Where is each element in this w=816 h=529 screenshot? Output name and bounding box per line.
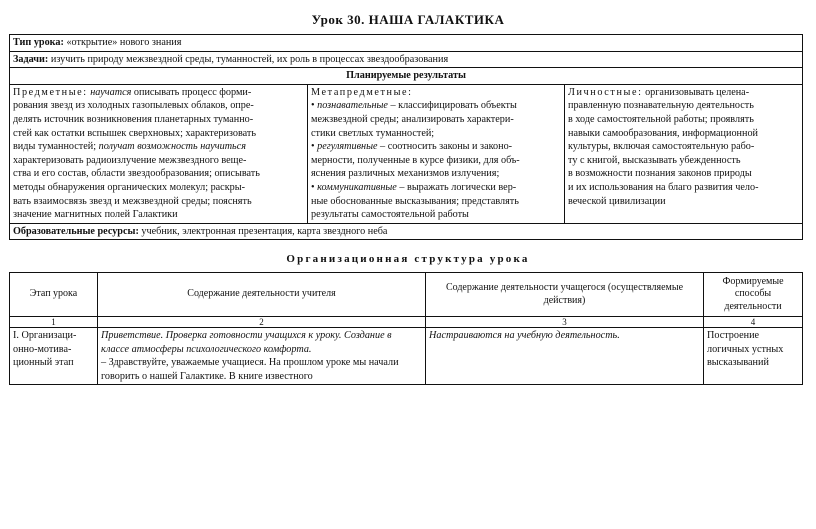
teacher-activity-italic: Приветствие. Проверка готовности учащихся к уроку. Создание в классе атмосферы психологического комфорта.	[101, 330, 392, 355]
result-line: в ходе самостоятельной работы; проявлять	[568, 113, 754, 125]
result-line: ные обоснованные высказывания; представлять	[311, 195, 519, 207]
teacher-cell	[98, 328, 426, 385]
column-number: 2	[98, 317, 426, 328]
results-row	[10, 84, 803, 223]
result-line: навыки самообразования, информационной	[568, 127, 759, 139]
table-row	[10, 328, 803, 385]
result-line: результаты самостоятельной работы	[311, 209, 469, 221]
result-line: яснения различных механизмов излучения;	[311, 168, 500, 180]
result-line: научатся описывать процесс форми-	[90, 86, 252, 98]
result-line: организовывать целена-	[645, 86, 750, 98]
student-cell: Настраиваются на учебную деятельность.	[426, 328, 704, 385]
result-line: стей как остатки вспышек сверхновых; характеризовать	[13, 127, 257, 139]
result-line: в возможности познания законов природы	[568, 168, 752, 180]
lesson-tasks-label: Задачи:	[13, 53, 49, 65]
meta-results-label: Метапредметные:	[311, 86, 413, 98]
column-number-row	[10, 317, 803, 328]
result-line: характеризовать радиоизлучение межзвездного веще-	[13, 154, 247, 166]
result-line: и их использования на благо развития чело-	[568, 181, 759, 193]
result-line: делять источник возникновения планетарных туманно-	[13, 113, 254, 125]
lesson-structure-table	[9, 272, 803, 385]
lesson-tasks-row	[10, 51, 803, 68]
result-line: веческой цивилизации	[568, 195, 666, 207]
resources-label: Образовательные ресурсы:	[13, 225, 139, 237]
results-heading: Планируемые результаты	[10, 68, 803, 85]
result-line: вать взаимосвязь звезд и межзвездной среды; пояснять	[13, 195, 252, 207]
resources-value: учебник, электронная презентация, карта звездного неба	[141, 225, 388, 237]
lesson-type-value: «открытие» нового знания	[66, 37, 182, 48]
result-line: виды туманностей; получат возможность научиться	[13, 141, 246, 153]
result-line: стики светлых туманностей;	[311, 127, 435, 139]
lesson-title: Урок 30. НАША ГАЛАКТИКА	[311, 12, 505, 27]
column-header-stage: Этап урока	[10, 273, 98, 317]
meta-results-cell	[308, 84, 565, 223]
personal-results-cell	[565, 84, 803, 223]
lesson-type-label: Тип урока:	[13, 37, 64, 48]
result-line: • коммуникативные – выражать логически вер-	[311, 181, 517, 193]
structure-heading: Организационная структура урока	[286, 253, 530, 265]
column-number: 1	[10, 317, 98, 328]
column-header-methods: Формируемые способы деятельности	[704, 273, 803, 317]
result-line: ства и его состав, области звездообразования; описывать	[13, 168, 260, 180]
resources-row	[10, 223, 803, 240]
result-line: значение магнитных полей Галактики	[13, 209, 178, 221]
subject-results-cell	[10, 84, 308, 223]
methods-cell: Построение логичных устных высказываний	[704, 328, 803, 385]
result-line: рования звезд из холодных газопылевых облаков, опре-	[13, 100, 254, 112]
lesson-info-table	[9, 34, 803, 240]
result-line: ту с книгой, высказывать убежденность	[568, 154, 741, 166]
lesson-tasks-value: изучить природу межзвездной среды, туманностей, их роль в процессах звездообразования	[50, 53, 449, 65]
column-number: 3	[426, 317, 704, 328]
teacher-activity-text: – Здравствуйте, уважаемые учащиеся. На прошлом уроке мы начали говорить о нашей Галактике. В книге известного	[101, 357, 399, 382]
lesson-type-row	[10, 35, 803, 52]
column-header-student: Содержание деятельности учащегося (осуществляемые действия)	[426, 273, 704, 317]
stage-cell: I. Организаци-онно-мотива-ционный этап	[10, 328, 98, 385]
column-number: 4	[704, 317, 803, 328]
result-line: правленную познавательную деятельность	[568, 100, 754, 112]
result-line: культуры, включая самостоятельную рабо-	[568, 141, 755, 153]
column-header-teacher: Содержание деятельности учителя	[98, 273, 426, 317]
personal-results-label: Личностные:	[568, 86, 643, 98]
result-line: межзвездной среды; анализировать характери-	[311, 113, 514, 125]
result-line: • познавательные – классифицировать объекты	[311, 100, 517, 112]
result-line: • регулятивные – соотносить законы и законо-	[311, 141, 513, 153]
structure-header-row	[10, 273, 803, 317]
result-line: методы обнаружения органических молекул; раскры-	[13, 181, 245, 193]
result-line: мерности, полученные в курсе физики, для объ-	[311, 154, 520, 166]
results-heading-row	[10, 68, 803, 85]
subject-results-label: Предметные:	[13, 86, 88, 98]
